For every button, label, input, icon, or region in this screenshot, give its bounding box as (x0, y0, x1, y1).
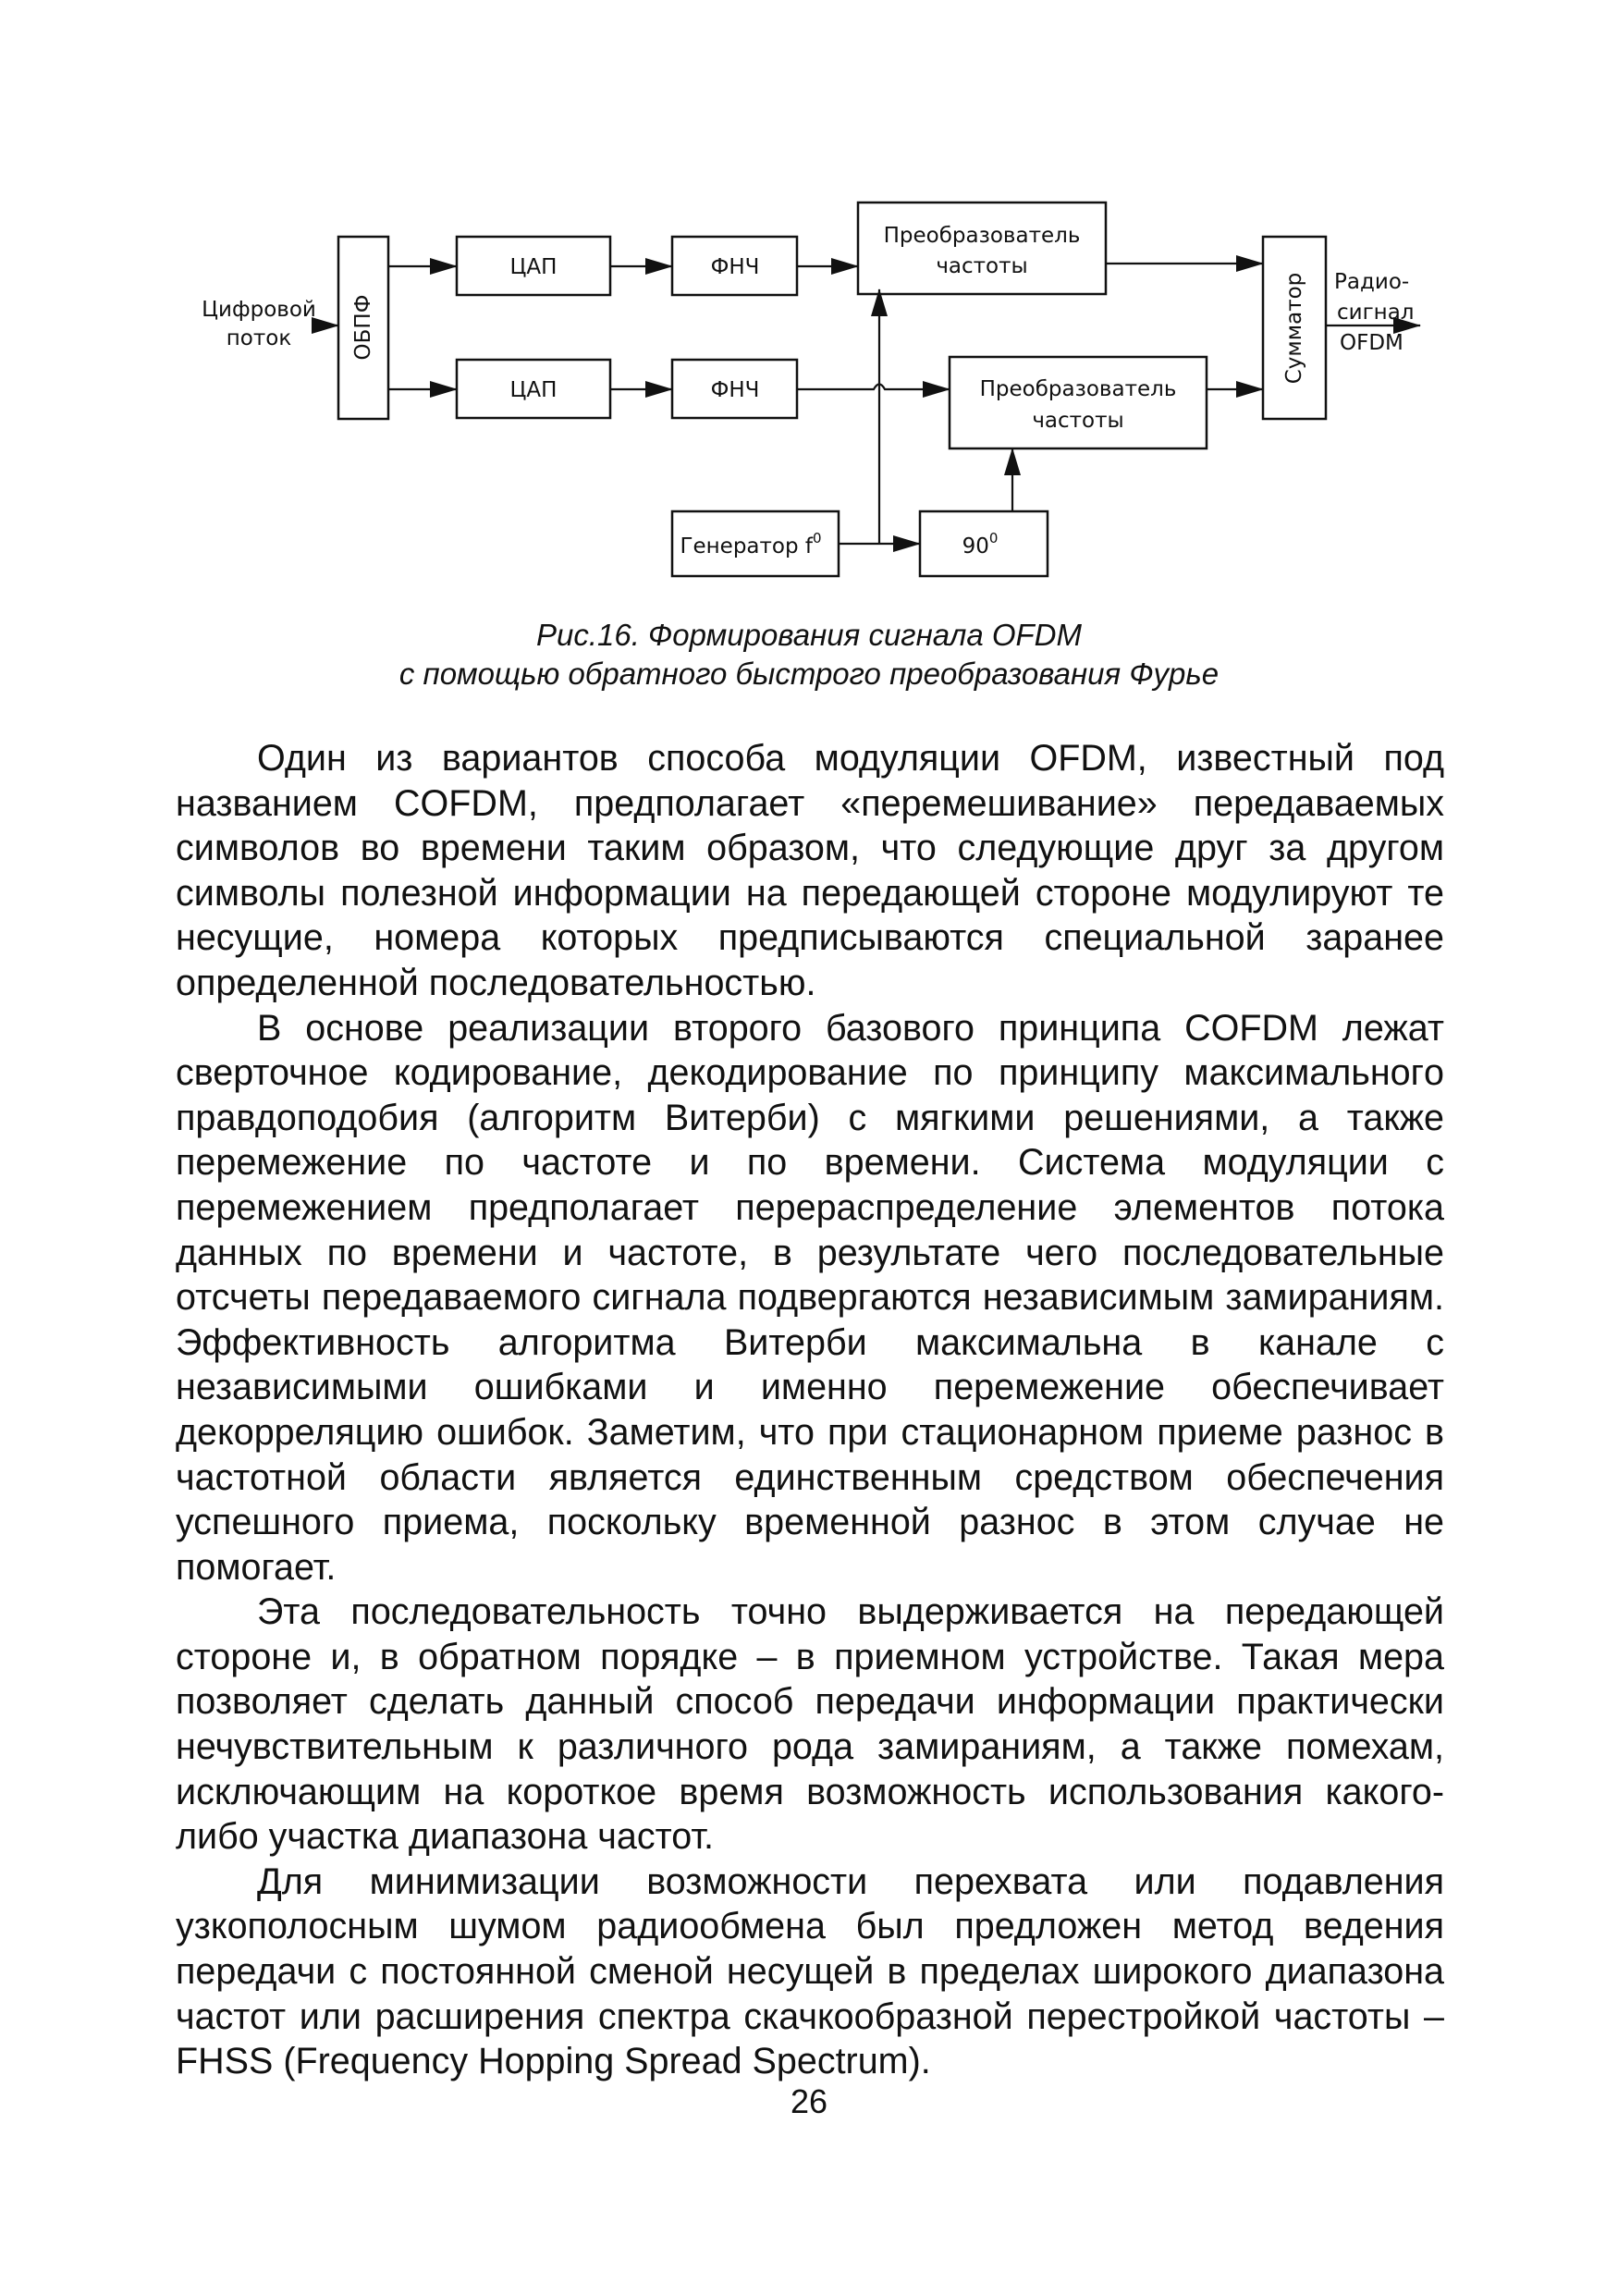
paragraph: В основе реализации второго базового принципа COFDM лежат сверточное кодирование, декодирование по принципу максимальногo правдоподобия (алгоритм Витерби) с мягкими решениями, а также перемежение по частоте и по времени. Система модуляции с перемежением предполагает перераспределение элементов потока данных по времени и частоте, в результате чего последовательные отсчеты передаваемого сигнала подвергаются независимым замираниям. Эффективность алгоритма Витерби максимальна в канале с независимыми ошибками и именно перемежение обеспечивает декорреляцию ошибок. Заметим, что при стационарном приеме разнос в частотной области является единственным средством обеспечения успешного приема, поскольку временной разнос в этом случае не помогает. (176, 1007, 1444, 1588)
converter-bottom-block (950, 357, 1207, 448)
output-label: OFDM (1340, 331, 1403, 355)
converter-bottom-label: Преобразователь (979, 377, 1177, 401)
generator-label: Генератор $f^0$ (680, 530, 822, 559)
paragraph: Эта последовательность точно выдерживается на передающей стороне и, в обратном порядке – в приемном устройстве. Такая мера позволяет сделать данный способ передачи информации практически нечувствительным к различного рода замираниям, а также помехам, исключающим на короткое время возможность использования какого-либо участка диапазона частот. (176, 1591, 1444, 1858)
paragraph: Один из вариантов способа модуляции OFDM, известный под названием COFDM, предполагает «перемешивание» передаваемых символов во времени таким образом, что следующие друг за другом символы полезной информации на передающей стороне модулируют те несущие, номера которых предписываются специальной заранее определенной последовательностью. (176, 738, 1444, 1003)
dac-top-label: ЦАП (509, 255, 558, 279)
output-label: сигнал (1337, 301, 1415, 325)
phase-shift-label: $90^0$ (962, 530, 999, 559)
lpf-top-label: ФНЧ (710, 255, 760, 279)
obpf-label: ОБПФ (351, 294, 375, 361)
ofdm-block-diagram (0, 0, 1618, 601)
output-label: Радио- (1334, 270, 1410, 294)
converter-top-block (858, 203, 1106, 294)
converter-top-label: Преобразователь (883, 224, 1081, 248)
input-label: поток (226, 326, 292, 350)
input-label: Цифровой (202, 298, 316, 322)
converter-top-label: частоты (936, 254, 1028, 278)
lpf-bottom-label: ФНЧ (710, 378, 760, 402)
body-text (176, 736, 1444, 2084)
paragraph: Для минимизации возможности перехвата или подавления узкополосным шумом радиообмена был предложен метод ведения передачи с постоянной сменой несущей в пределах широкого диапазона частот или расширения спектра скачкообразной перестройкой частоты – FHSS (Frequency Hopping Spread Spectrum). (176, 1860, 1444, 2082)
summator-label: Сумматор (1282, 272, 1306, 385)
converter-bottom-label: частоты (1032, 409, 1124, 433)
figure-caption-line2: с помощью обратного быстрого преобразования Фурье (398, 657, 1220, 691)
page-number: 26 (790, 2082, 828, 2120)
dac-bottom-label: ЦАП (509, 378, 558, 402)
figure-caption-line1: Рис.16. Формирования сигнала OFDM (535, 618, 1083, 652)
